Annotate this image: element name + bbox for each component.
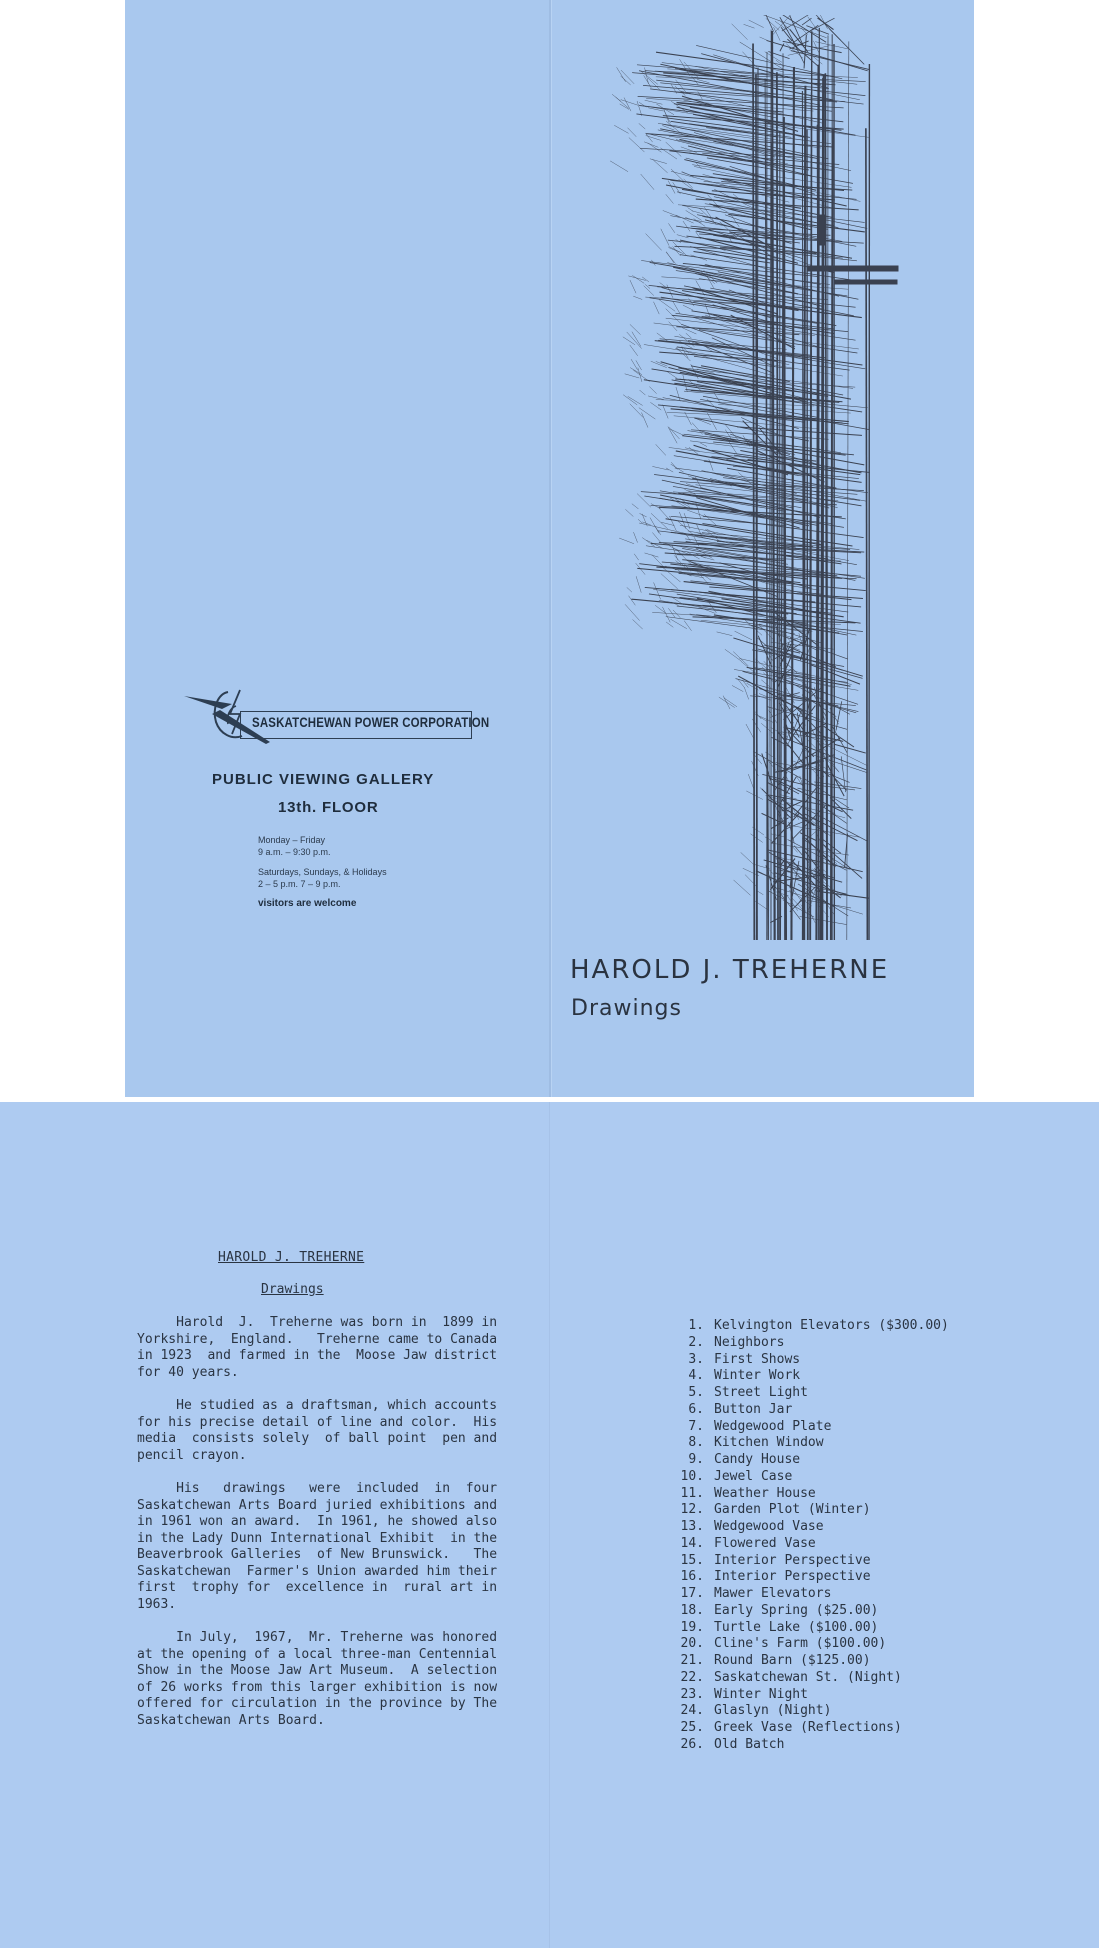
- work-title: Winter Work: [714, 1368, 801, 1384]
- work-number: 1.: [688, 1318, 704, 1333]
- list-item: [668, 1670, 949, 1687]
- work-title: Round Barn ($125.00): [714, 1653, 871, 1668]
- work-number: 11.: [680, 1485, 704, 1501]
- work-title: Street Light: [714, 1385, 808, 1400]
- work-title: First Shows: [714, 1351, 801, 1367]
- list-item: [668, 1687, 949, 1704]
- list-item: [668, 1653, 949, 1670]
- work-title: Button Jar: [714, 1401, 793, 1417]
- work-title: Flowered Vase: [714, 1535, 816, 1551]
- list-item: [668, 1502, 949, 1519]
- work-number: 13.: [680, 1519, 704, 1534]
- list-item: [668, 1318, 949, 1335]
- work-number: 6.: [688, 1401, 704, 1417]
- list-item: [668, 1586, 949, 1603]
- work-title: Mawer Elevators: [714, 1586, 832, 1601]
- hours-weekday-time: 9 a.m. – 9:30 p.m.: [258, 847, 331, 857]
- organization-name: SASKATCHEWAN POWER CORPORATION: [252, 714, 490, 730]
- brochure-inside-sheet: [0, 1102, 1099, 1948]
- cover-subtitle: Drawings: [571, 996, 682, 1021]
- list-item: [668, 1486, 949, 1503]
- artist-name: HAROLD J. TREHERNE: [570, 955, 890, 985]
- work-number: 25.: [680, 1720, 704, 1735]
- work-number: 17.: [680, 1586, 704, 1601]
- brochure-cover-sheet: [125, 0, 974, 1097]
- artist-biography: [137, 1315, 537, 1746]
- list-item: [668, 1368, 949, 1385]
- work-title: Greek Vase (Reflections): [714, 1720, 902, 1735]
- work-number: 5.: [688, 1385, 704, 1400]
- work-title: Interior Perspective: [714, 1552, 871, 1568]
- list-item: [668, 1620, 949, 1637]
- work-title: Kitchen Window: [714, 1435, 824, 1451]
- gallery-title: PUBLIC VIEWING GALLERY: [212, 771, 435, 788]
- work-number: 2.: [688, 1334, 704, 1350]
- work-title: Neighbors: [714, 1334, 785, 1350]
- work-number: 4.: [688, 1368, 704, 1384]
- list-item: [668, 1553, 949, 1570]
- work-title: Garden Plot (Winter): [714, 1502, 871, 1518]
- work-title: Jewel Case: [714, 1468, 793, 1484]
- work-title: Saskatchewan St. (Night): [714, 1669, 902, 1685]
- work-number: 20.: [680, 1636, 704, 1652]
- list-item: [668, 1402, 949, 1419]
- hours-weekend-label: Saturdays, Sundays, & Holidays: [258, 867, 387, 877]
- list-item: [668, 1536, 949, 1553]
- bio-paragraph: His drawings were included in four Saskatchewan Arts Board juried exhibitions and in 1961 won an award. In 1961, he showed also in the Lady Dunn International Exhibit in the Beaverbrook Galleries of New Brunswick. The Saskatchewan Farmer's Union awarded him their first trophy for excellence in rural art in 1963.: [137, 1481, 498, 1612]
- spc-logo: [182, 684, 490, 754]
- work-title: Old Batch: [714, 1736, 785, 1752]
- work-title: Winter Night: [714, 1686, 808, 1702]
- work-number: 9.: [688, 1452, 704, 1467]
- list-item: [668, 1452, 949, 1469]
- tree-line-illustration: [580, 15, 910, 945]
- work-number: 23.: [680, 1686, 704, 1702]
- list-item: [668, 1603, 949, 1620]
- work-title: Cline's Farm ($100.00): [714, 1636, 887, 1652]
- list-item: [668, 1435, 949, 1452]
- work-title: Interior Perspective: [714, 1569, 871, 1585]
- work-number: 10.: [680, 1468, 704, 1484]
- work-title: Early Spring ($25.00): [714, 1602, 879, 1618]
- fold-crease: [549, 1102, 550, 1948]
- bio-paragraph: He studied as a draftsman, which accounts for his precise detail of line and color. His media consists solely of ball point pen and pencil crayon.: [137, 1398, 498, 1463]
- list-item: [668, 1569, 949, 1586]
- list-item: [668, 1703, 949, 1720]
- work-number: 3.: [688, 1351, 704, 1367]
- work-title: Wedgewood Vase: [714, 1519, 824, 1534]
- work-number: 12.: [680, 1502, 704, 1518]
- work-number: 21.: [680, 1653, 704, 1668]
- inner-title: HAROLD J. TREHERNE: [218, 1250, 365, 1265]
- list-item: [668, 1352, 949, 1369]
- work-title: Candy House: [714, 1452, 801, 1467]
- bio-paragraph: Harold J. Treherne was born in 1899 in Yorkshire, England. Treherne came to Canada in 1923 and farmed in the Moose Jaw district for 40 years.: [137, 1315, 498, 1380]
- work-title: Weather House: [714, 1485, 816, 1501]
- work-number: 8.: [688, 1435, 704, 1451]
- work-number: 7.: [688, 1418, 704, 1434]
- work-number: 26.: [680, 1736, 704, 1752]
- work-number: 22.: [680, 1669, 704, 1685]
- gallery-floor: 13th. FLOOR: [278, 799, 379, 816]
- work-number: 14.: [680, 1535, 704, 1551]
- fold-line: [549, 0, 551, 1097]
- work-number: 19.: [680, 1619, 704, 1635]
- work-title: Turtle Lake ($100.00): [714, 1619, 879, 1635]
- list-item: [668, 1720, 949, 1737]
- work-number: 15.: [680, 1552, 704, 1568]
- list-item: [668, 1469, 949, 1486]
- works-list: [668, 1318, 949, 1754]
- hours-weekday-label: Monday – Friday: [258, 835, 326, 845]
- visitors-note: visitors are welcome: [258, 898, 357, 909]
- list-item: [668, 1519, 949, 1536]
- list-item: [668, 1737, 949, 1754]
- hours-weekend-time: 2 – 5 p.m. 7 – 9 p.m.: [258, 879, 341, 889]
- bio-paragraph: In July, 1967, Mr. Treherne was honored at the opening of a local three-man Centennial Show in the Moose Jaw Art Museum. A selection of 26 works from this larger exhibition is now offered for circulation in the province by The Saskatchewan Arts Board.: [137, 1630, 498, 1728]
- work-number: 24.: [680, 1703, 704, 1719]
- work-number: 18.: [680, 1602, 704, 1618]
- list-item: [668, 1385, 949, 1402]
- list-item: [668, 1419, 949, 1436]
- work-title: Wedgewood Plate: [714, 1418, 832, 1434]
- work-number: 16.: [680, 1569, 704, 1585]
- work-title: Glaslyn (Night): [714, 1703, 832, 1719]
- inner-subtitle: Drawings: [261, 1282, 324, 1297]
- list-item: [668, 1335, 949, 1352]
- work-title: Kelvington Elevators ($300.00): [714, 1318, 949, 1333]
- list-item: [668, 1636, 949, 1653]
